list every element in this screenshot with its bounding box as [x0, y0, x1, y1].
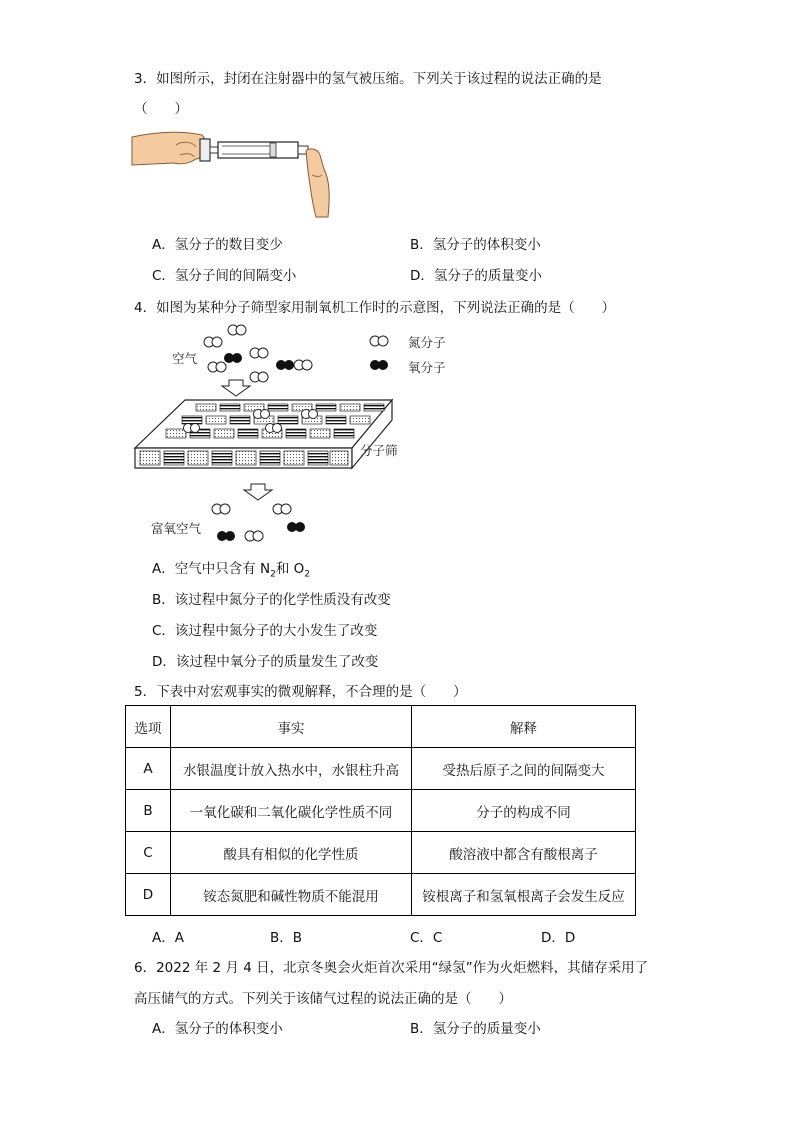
table-cell: C	[126, 832, 171, 874]
table-cell: 水银温度计放入热水中，水银柱升高	[171, 748, 412, 790]
q5-option-c: C．C	[410, 930, 443, 946]
oxygen-legend: 氧分子	[408, 360, 446, 375]
q3-answer-paren: （ ）	[134, 101, 188, 117]
q3-option-b: B．氢分子的体积变小	[410, 237, 541, 253]
q3-option-d: D．氢分子的质量变小	[410, 268, 542, 284]
air-label: 空气	[172, 351, 198, 366]
q4-option-a-pre: A．空气中只含有 N	[152, 561, 271, 577]
q5-stem: 5．下表中对宏观事实的微观解释，不合理的是（ ）	[134, 684, 467, 700]
q4-option-a-mid: 和 O	[275, 561, 305, 577]
left-hand	[132, 132, 210, 165]
table-cell: 一氧化碳和二氧化碳化学性质不同	[171, 790, 412, 832]
q4-option-c: C．该过程中氮分子的大小发生了改变	[152, 623, 378, 639]
q6-stem-line2: 高压储气的方式。下列关于该储气过程的说法正确的是（ ）	[134, 991, 512, 1007]
n2-subscript: 2	[270, 569, 276, 580]
table-cell: 铵根离子和氢氧根离子会发生反应	[412, 874, 636, 916]
table-row	[126, 832, 636, 874]
table-cell: 分子的构成不同	[412, 790, 636, 832]
q5-option-b: B．B	[270, 930, 303, 946]
q6-option-a: A．氢分子的体积变小	[152, 1021, 283, 1037]
enriched-air-label: 富氧空气	[151, 521, 202, 536]
syringe-figure	[130, 125, 330, 220]
table-header-cell: 选项	[126, 706, 171, 748]
table-header-cell: 解释	[412, 706, 636, 748]
q4-stem: 4．如图为某种分子筛型家用制氧机工作时的示意图，下列说法正确的是（ ）	[134, 300, 616, 316]
table-row	[126, 790, 636, 832]
q3-option-c: C．氢分子间的间隔变小	[152, 268, 297, 284]
table-header-cell: 事实	[171, 706, 412, 748]
explanation-table	[125, 705, 636, 916]
table-cell: 酸溶液中都含有酸根离子	[412, 832, 636, 874]
air-molecules	[204, 325, 388, 382]
table-row	[126, 748, 636, 790]
table-cell: D	[126, 874, 171, 916]
right-hand	[306, 149, 329, 217]
nitrogen-legend: 氮分子	[408, 335, 446, 350]
q3-option-a: A．氢分子的数目变少	[152, 237, 283, 253]
plunger-head	[200, 139, 210, 161]
q5-option-a: A．A	[152, 930, 184, 946]
q4-option-a	[152, 557, 310, 580]
table-cell: 酸具有相似的化学性质	[171, 832, 412, 874]
q4-option-b: B．该过程中氮分子的化学性质没有改变	[152, 592, 391, 608]
sieve-label: 分子筛	[360, 443, 398, 458]
table-cell: 铵态氮肥和碱性物质不能混用	[171, 874, 412, 916]
q5-option-d: D．D	[541, 930, 576, 946]
table-cell: A	[126, 748, 171, 790]
table-header-row	[126, 706, 636, 748]
q3-stem: 3．如图所示，封闭在注射器中的氢气被压缩。下列关于该过程的说法正确的是	[134, 71, 602, 87]
q6-option-b: B．氢分子的质量变小	[410, 1021, 541, 1037]
enriched-molecules	[212, 504, 305, 541]
syringe-barrel	[218, 142, 298, 158]
table-row	[126, 874, 636, 916]
table-cell: B	[126, 790, 171, 832]
o2-subscript: 2	[304, 569, 311, 580]
down-arrow-icon	[244, 484, 272, 500]
q6-stem-line1: 6．2022 年 2 月 4 日，北京冬奥会火炬首次采用“绿氢”作为火炬燃料，其储存采用了	[134, 960, 649, 976]
table-cell: 受热后原子之间的间隔变大	[412, 748, 636, 790]
down-arrow-icon	[222, 380, 250, 396]
q4-option-d: D．该过程中氧分子的质量发生了改变	[152, 654, 379, 670]
